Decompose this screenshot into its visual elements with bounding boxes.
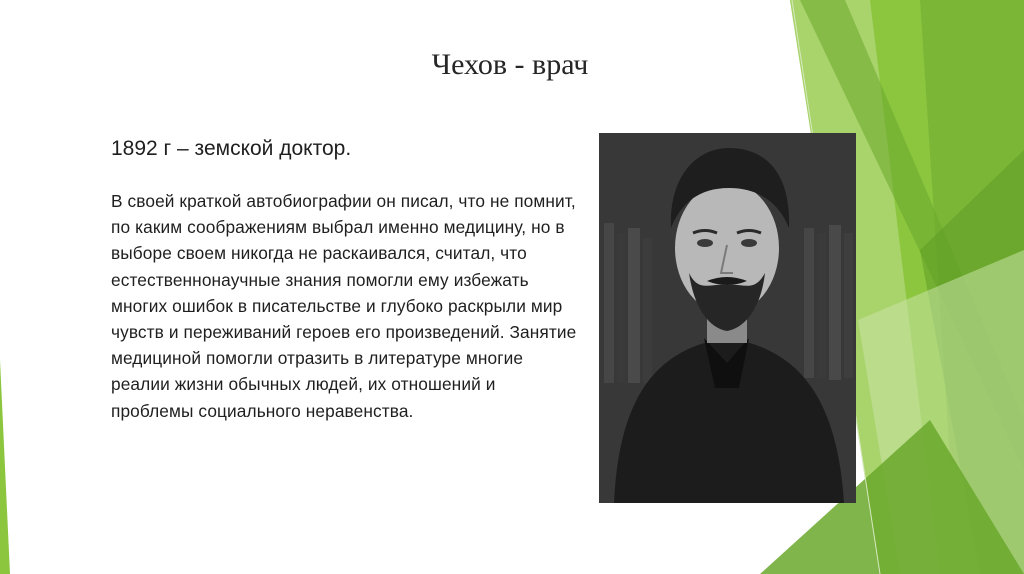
left-eye (697, 239, 713, 247)
portrait-photo (599, 133, 856, 503)
left-edge-facet (0, 360, 10, 574)
slide-title: Чехов - врач (431, 48, 589, 81)
right-eye (741, 239, 757, 247)
slide-subtitle: 1892 г – земской доктор. (111, 137, 352, 160)
slide-body-text: В своей краткой автобиографии он писал, что не помнит, по каким соображениям выбрал именно медицину, но в выборе своем никогда не раскаивался, считал, что естественнонаучные знания помогли ему избежать многих ошибок в писательстве и глубоко раскрыли мир чувств и переживаний героев его произведений. Занятие медициной помогли отразить в литературе многие реалии жизни обычных людей, их отношений и проблемы социального неравенства. (111, 191, 577, 421)
